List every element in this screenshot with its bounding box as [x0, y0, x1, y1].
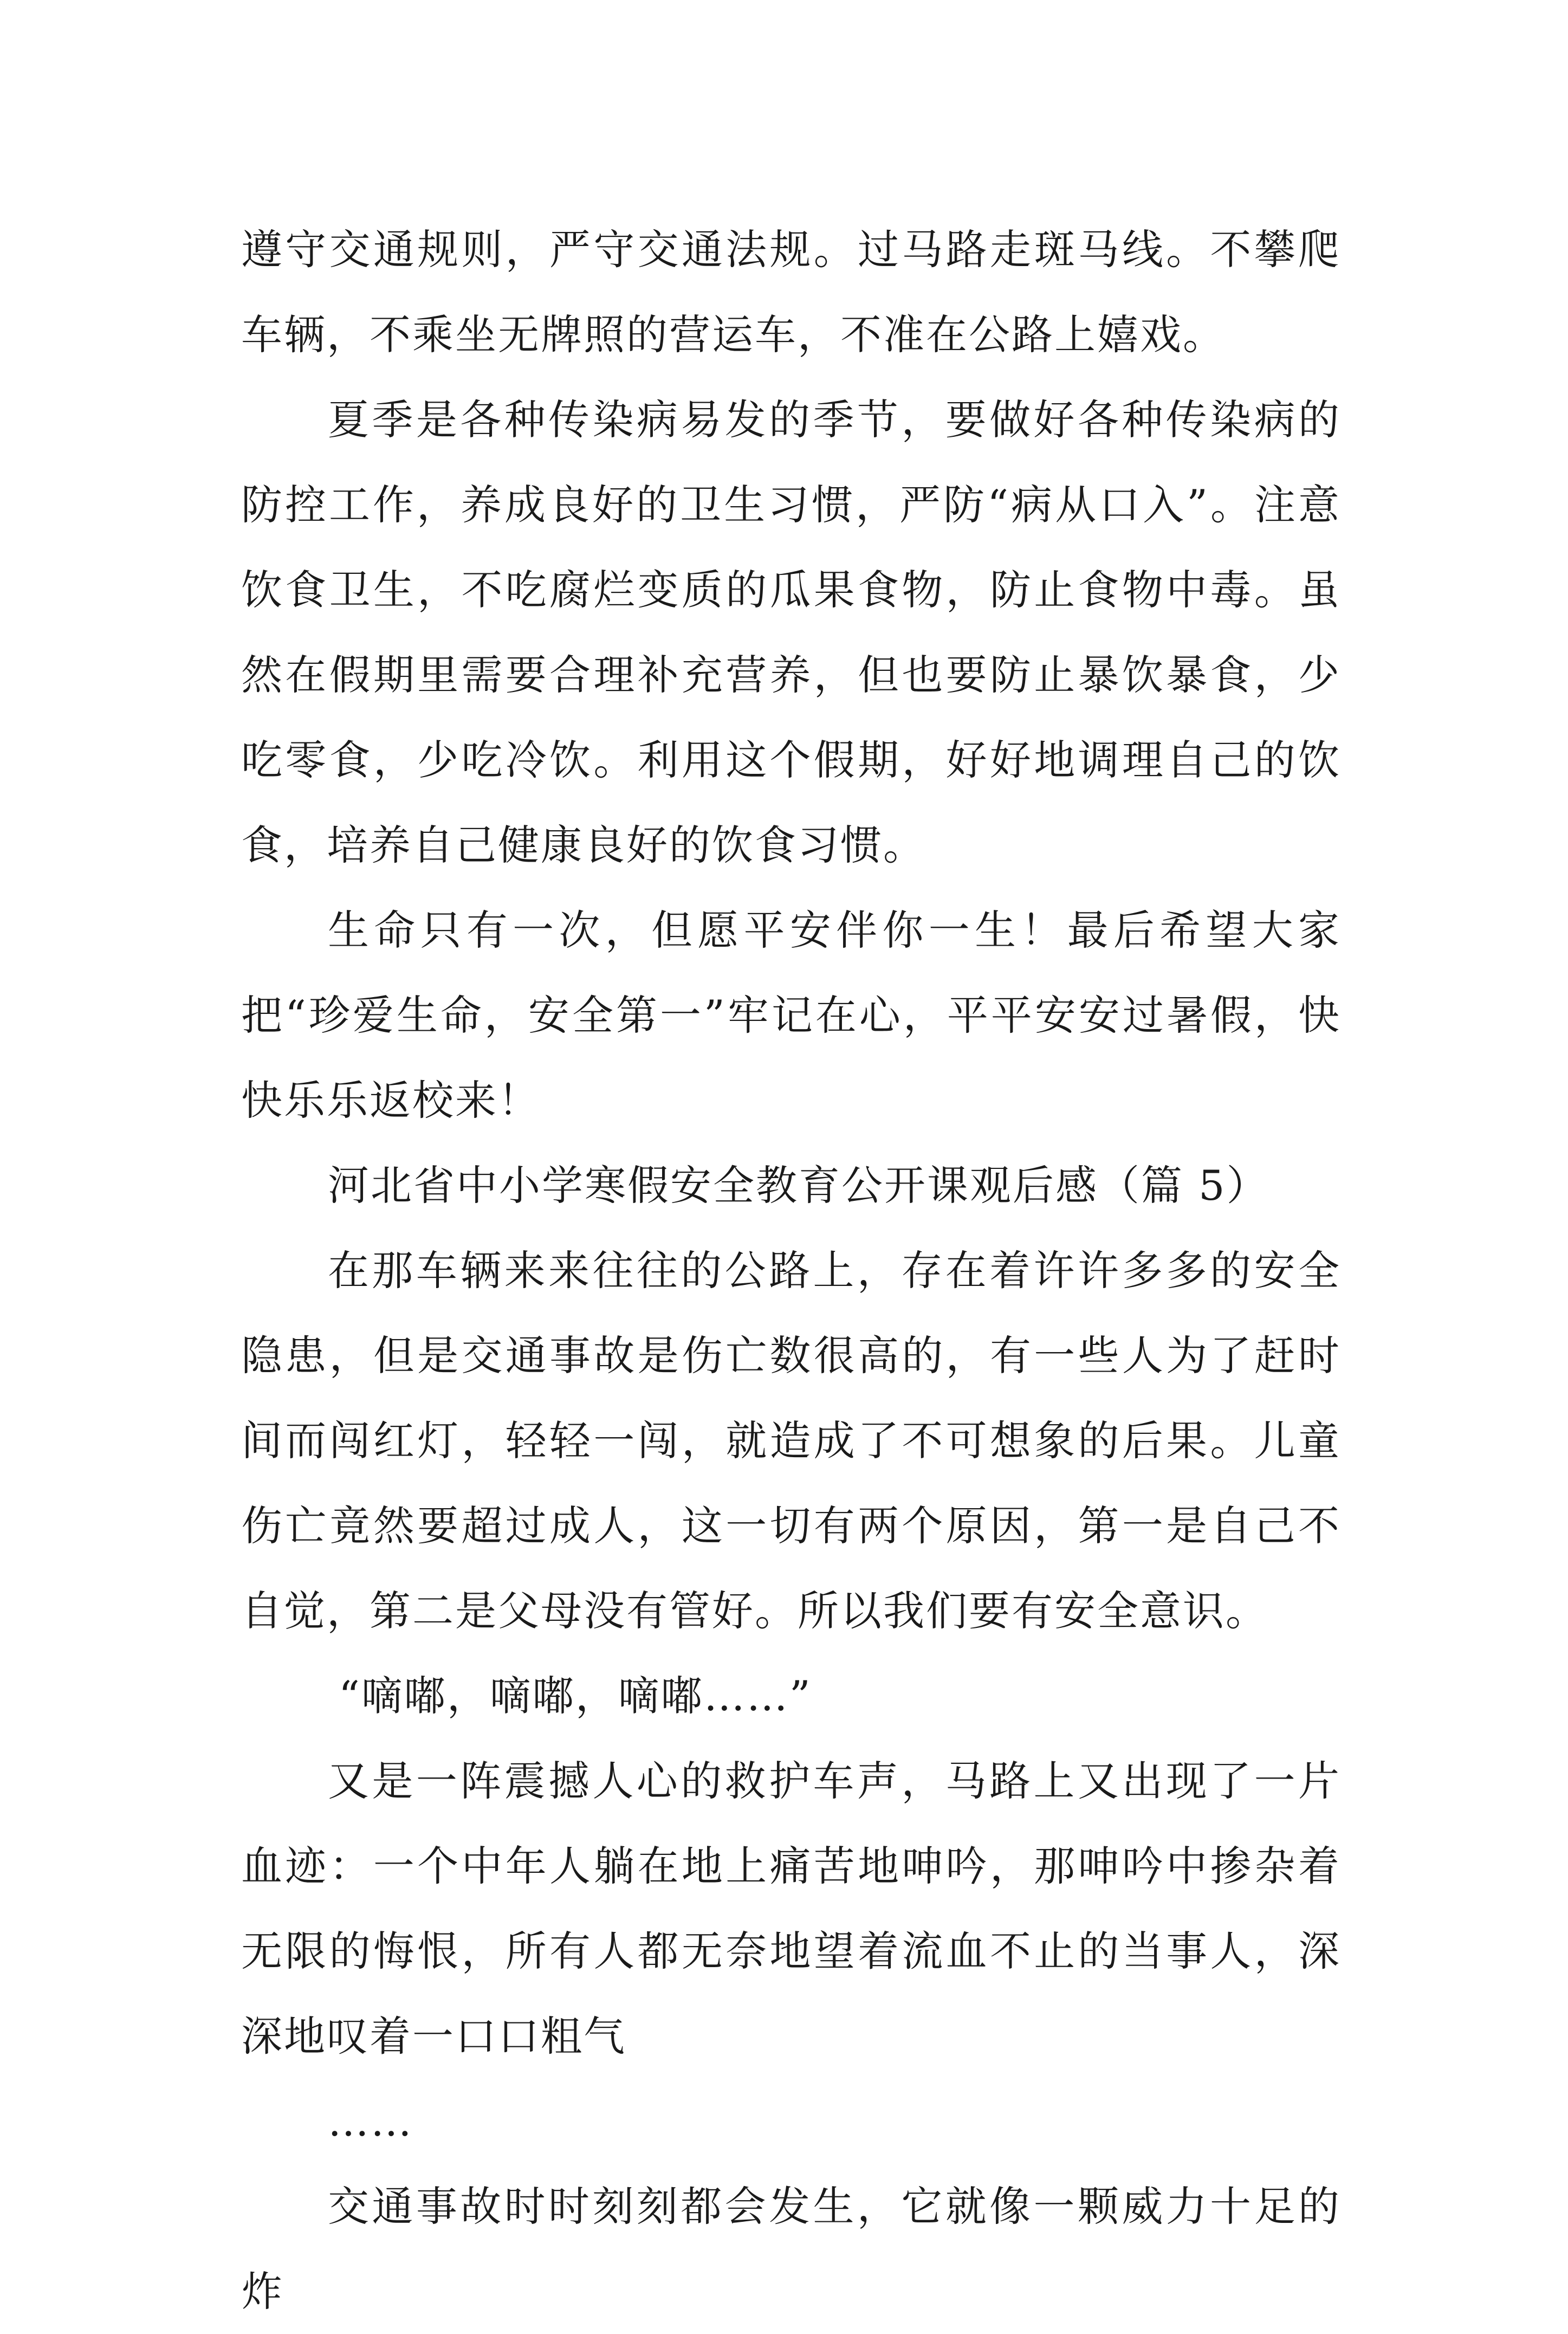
paragraph-accidents-bomb: 交通事故时时刻刻都会发生，它就像一颗威力十足的炸	[241, 2182, 1341, 2316]
section-heading: 河北省中小学寒假安全教育公开课观后感（篇 5）	[328, 1161, 1269, 1210]
paragraph-road-hazards: 在那车辆来来往往的公路上，存在着许许多多的安全隐患，但是交通事故是伤亡数很高的，有一些人为了赶时间而闯红灯，轻轻一闯，就造成了不可想象的后果。儿童伤亡竟然要超过成人，这一切有两个原因，第一是自己不自觉，第二是父母没有管好。所以我们要有安全意识。	[241, 1246, 1341, 1635]
paragraph-ambulance-scene: 又是一阵震撼人心的救护车声，马路上又出现了一片血迹：一个中年人躺在地上痛苦地呻吟，那呻吟中掺杂着无限的悔恨，所有人都无奈地望着流血不止的当事人，深深地叹着一口口粗气	[241, 1757, 1341, 2060]
paragraph-summer-health: 夏季是各种传染病易发的季节，要做好各种传染病的防控工作，养成良好的卫生习惯，严防“病从口入”。注意饮食卫生，不吃腐烂变质的瓜果食物，防止食物中毒。虽然在假期里需要合理补充营养，但也要防止暴饮暴食，少吃零食，少吃冷饮。利用这个假期，好好地调理自己的饮食，培养自己健康良好的饮食习惯。	[241, 396, 1341, 869]
paragraph-life-once: 生命只有一次，但愿平安伴你一生！最后希望大家把“珍爱生命，安全第一”牢记在心，平平安安过暑假，快快乐乐返校来！	[241, 906, 1341, 1124]
paragraph-traffic-rules: 遵守交通规则，严守交通法规。过马路走斑马线。不攀爬车辆，不乘坐无牌照的营运车，不准在公路上嬉戏。	[241, 225, 1341, 359]
paragraph-ellipsis: ……	[328, 2097, 413, 2145]
paragraph-siren-quote: “嘀嘟，嘀嘟，嘀嘟……”	[339, 1672, 812, 1720]
document-body	[241, 207, 1341, 2334]
